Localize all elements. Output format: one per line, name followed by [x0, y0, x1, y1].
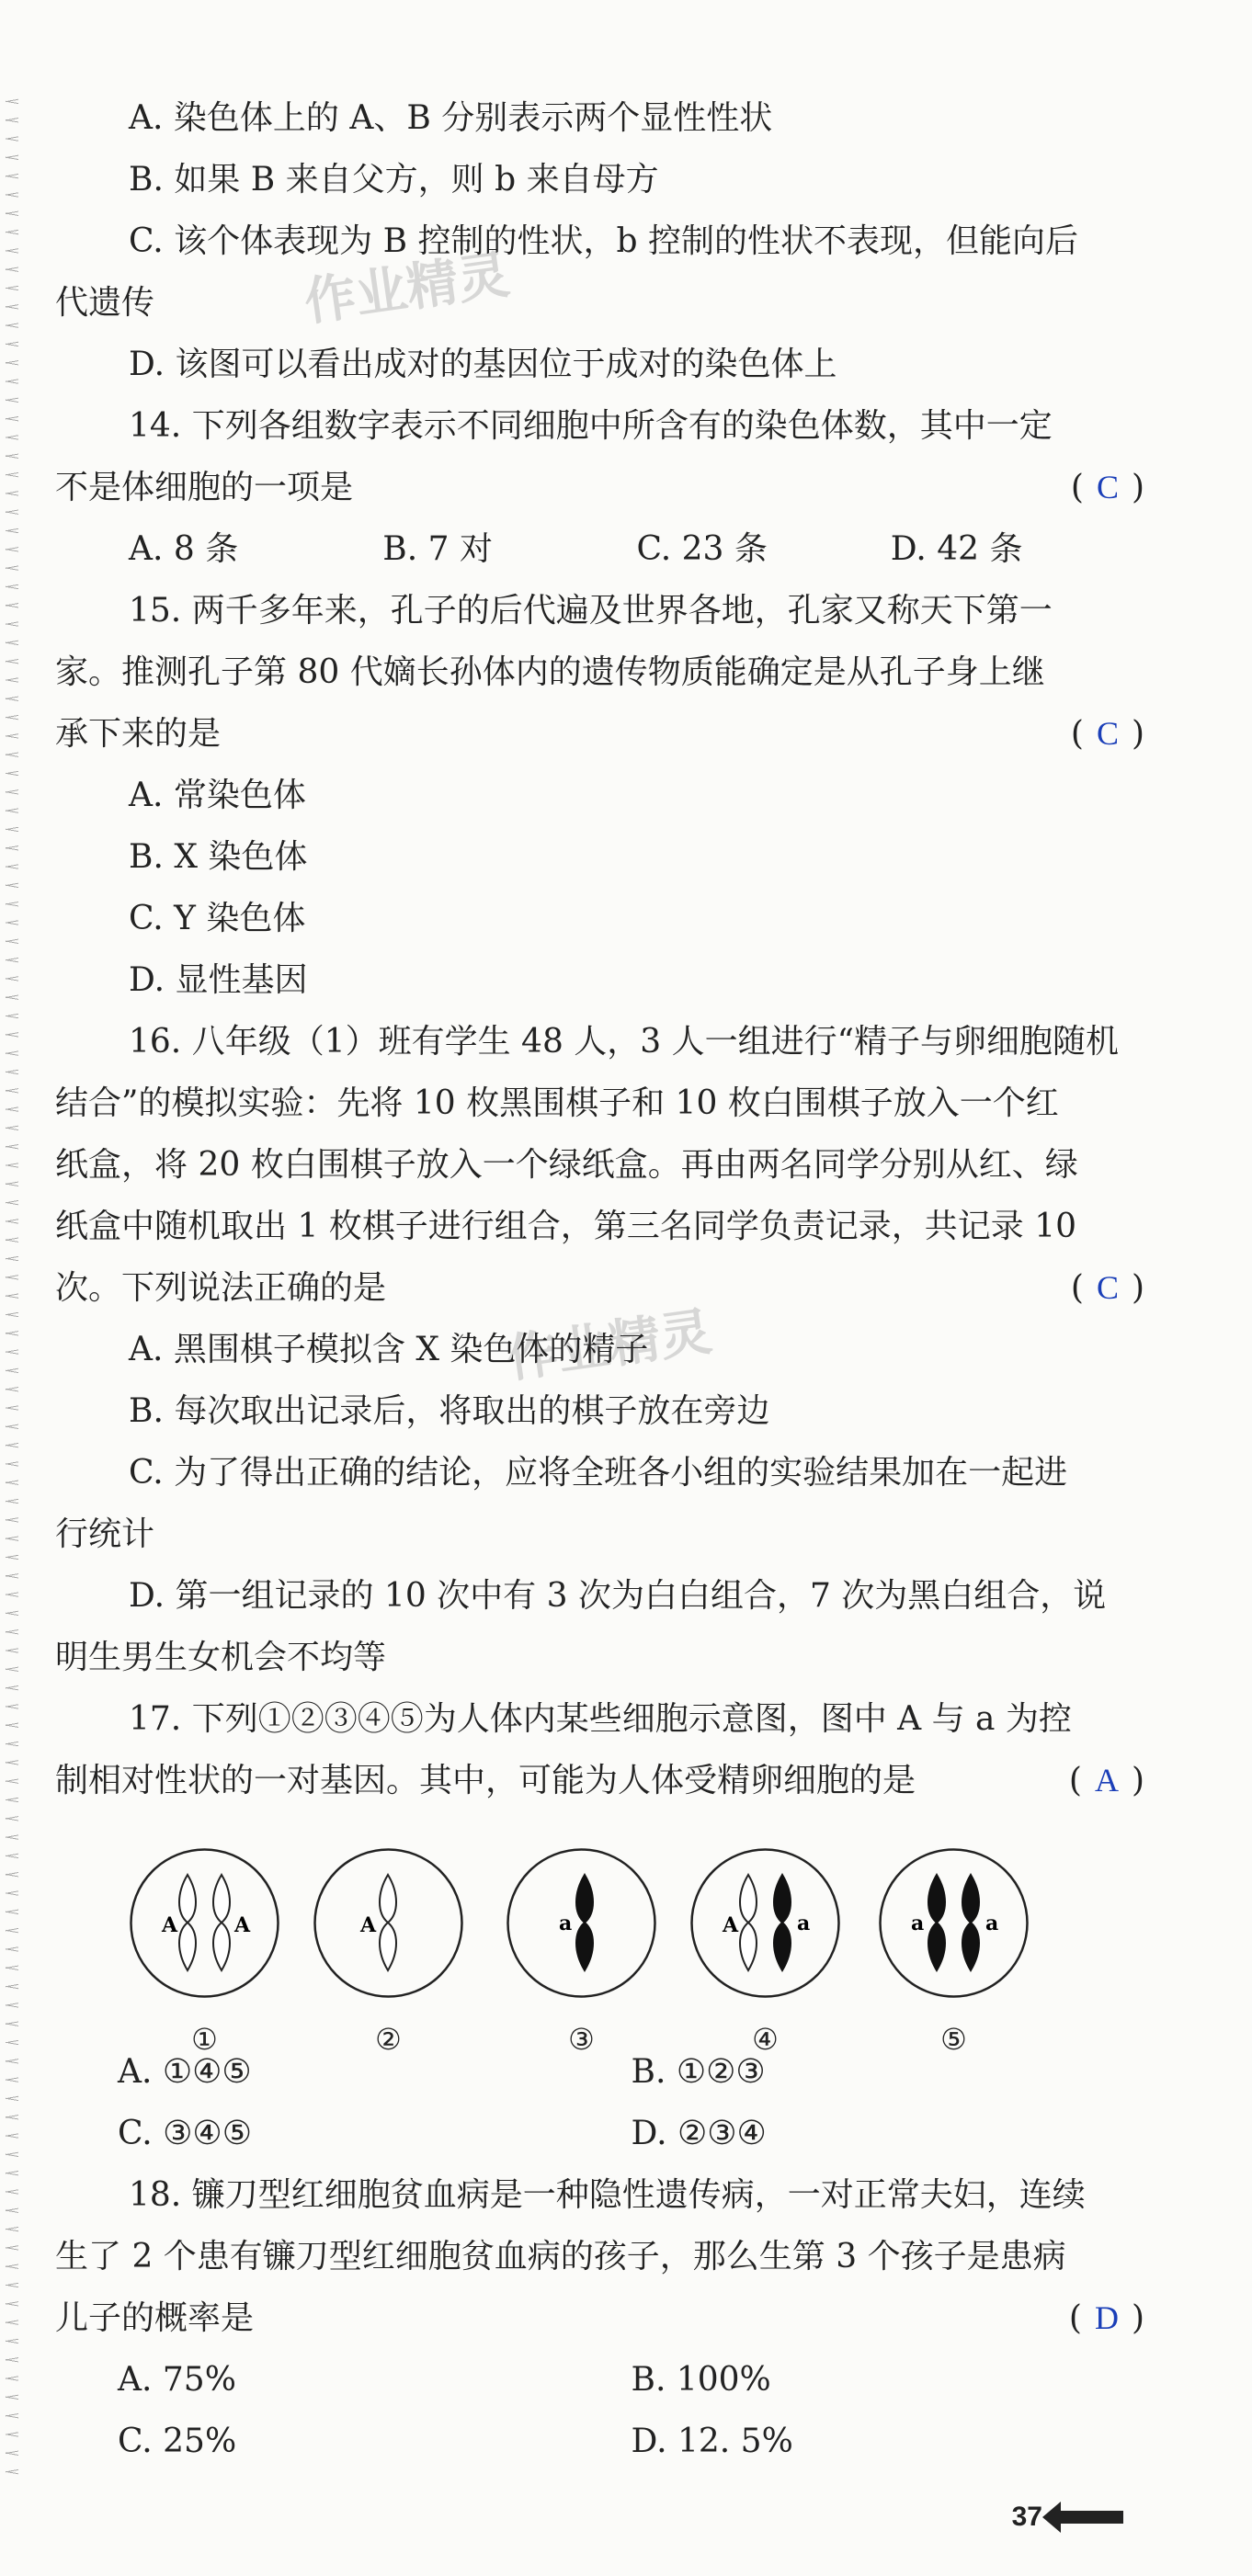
gene-label-upper: A [234, 1913, 251, 1937]
q15-answer-mark: C [1096, 715, 1119, 752]
q16-stem-4: 纸盒中随机取出 1 枚棋子进行组合，第三名同学负责记录，共记录 10 [55, 1208, 1077, 1245]
gene-label-upper: A [360, 1913, 377, 1937]
q13-option-a: A. 染色体上的 A、B 分别表示两个显性性状 [129, 99, 773, 137]
q16-answer: ( C ) [1070, 1269, 1144, 1307]
q18-answer: ( D ) [1068, 2299, 1144, 2337]
cell-label-5: ⑤ [940, 2022, 967, 2057]
q16-option-c-cont: 行统计 [55, 1515, 155, 1553]
gene-label-upper: A [162, 1913, 178, 1937]
page-border-decoration [6, 92, 18, 2481]
cell-diagram-1 [129, 1847, 280, 1999]
q14-stem-cont [55, 457, 1144, 518]
arrow-left-icon [1059, 2511, 1123, 2524]
q17-option-b: B. ①②③ [631, 2053, 766, 2091]
q16-stem-5 [55, 1257, 1144, 1319]
q14-answer-mark: C [1096, 469, 1119, 505]
gene-label-lower: a [911, 1912, 925, 1935]
q16-stem-2: 结合”的模拟实验：先将 10 枚黑围棋子和 10 枚白围棋子放入一个红 [55, 1084, 1059, 1122]
q16-stem: 16. 八年级（1）班有学生 48 人，3 人一组进行“精子与卵细胞随机 [129, 1023, 1120, 1061]
q17-option-c: C. ③④⑤ [118, 2115, 252, 2152]
q18-stem-text: 儿子的概率是 [55, 2299, 255, 2337]
gene-label-lower: a [559, 1912, 573, 1935]
gene-label-lower: a [797, 1912, 811, 1935]
q13-option-d: D. 该图可以看出成对的基因位于成对的染色体上 [129, 346, 837, 383]
q18-options-row1 [55, 2349, 1144, 2411]
q18-stem-3 [55, 2287, 1144, 2349]
q14-answer: ( C ) [1070, 469, 1144, 506]
q15-option-c: C. Y 染色体 [129, 900, 306, 937]
q14-option-c: C. 23 条 [636, 530, 768, 568]
cell-label-2: ② [375, 2022, 402, 2057]
gene-label-lower: a [985, 1912, 999, 1935]
q17-option-a: A. ①④⑤ [118, 2053, 252, 2091]
q16-option-d: D. 第一组记录的 10 次中有 3 次为白白组合，7 次为黑白组合，说 [129, 1577, 1107, 1615]
page-number: 37 [1011, 2502, 1042, 2532]
q18-stem-2: 生了 2 个患有镰刀型红细胞贫血病的孩子，那么生第 3 个孩子是患病 [55, 2238, 1066, 2275]
watermark-middle: 作业精灵 [503, 1301, 716, 1390]
q18-option-d: D. 12. 5% [631, 2423, 793, 2460]
q18-answer-mark: D [1094, 2299, 1119, 2336]
q18-options-row2 [55, 2411, 1144, 2472]
q14-options [55, 518, 1144, 580]
q14-option-d: D. 42 条 [890, 530, 1023, 568]
cell-diagram-4 [689, 1847, 841, 1999]
cell-diagram-3 [506, 1847, 657, 1999]
q14-option-b: B. 7 对 [382, 530, 493, 568]
cell-label-3: ③ [568, 2022, 595, 2057]
q16-option-a: A. 黑围棋子模拟含 X 染色体的精子 [129, 1331, 649, 1368]
q13-option-c: C. 该个体表现为 B 控制的性状，b 控制的性状不表现，但能向后 [129, 222, 1078, 260]
q16-option-d-cont: 明生男生女机会不均等 [55, 1639, 387, 1676]
q16-option-b: B. 每次取出记录后，将取出的棋子放在旁边 [129, 1392, 770, 1430]
q17-stem-text: 制相对性状的一对基因。其中，可能为人体受精卵细胞的是 [55, 1762, 916, 1799]
q16-stem-3: 纸盒，将 20 枚白围棋子放入一个绿纸盒。再由两名同学分别从红、绿 [55, 1146, 1078, 1184]
q16-answer-mark: C [1096, 1269, 1119, 1306]
cell-label-1: ① [191, 2022, 218, 2057]
question-content [55, 87, 1144, 2472]
q15-stem: 15. 两千多年来，孔子的后代遍及世界各地，孔家又称天下第一 [129, 592, 1053, 630]
q16-option-c: C. 为了得出正确的结论，应将全班各小组的实验结果加在一起进 [129, 1454, 1068, 1492]
q15-answer: ( C ) [1070, 715, 1144, 753]
watermark-top: 作业精灵 [301, 244, 514, 334]
q15-stem-3 [55, 703, 1144, 765]
q14-stem: 14. 下列各组数字表示不同细胞中所含有的染色体数，其中一定 [129, 407, 1053, 445]
gene-label-upper: A [723, 1913, 739, 1937]
q18-stem: 18. 镰刀型红细胞贫血病是一种隐性遗传病，一对正常夫妇，连续 [129, 2176, 1086, 2214]
q17-stem: 17. 下列①②③④⑤为人体内某些细胞示意图，图中 A 与 a 为控 [129, 1700, 1072, 1738]
q17-answer: ( A ) [1068, 1762, 1144, 1799]
q15-option-d: D. 显性基因 [129, 961, 308, 999]
q18-option-c: C. 25% [118, 2423, 237, 2460]
q18-option-b: B. 100% [631, 2361, 771, 2399]
q16-stem-text: 次。下列说法正确的是 [55, 1269, 387, 1307]
q15-stem-text: 承下来的是 [55, 715, 222, 753]
q17-option-d: D. ②③④ [631, 2115, 767, 2152]
q15-stem-2: 家。推测孔子第 80 代嫡长孙体内的遗传物质能确定是从孔子身上继 [55, 653, 1045, 691]
q15-option-a: A. 常染色体 [129, 777, 306, 814]
q17-answer-mark: A [1094, 1762, 1119, 1799]
q13-option-b: B. 如果 B 来自父方，则 b 来自母方 [129, 161, 659, 199]
q13-option-c-cont: 代遗传 [55, 284, 155, 322]
q18-option-a: A. 75% [118, 2361, 236, 2399]
cell-diagram-2 [313, 1847, 464, 1999]
q17-cell-diagrams [129, 1847, 1048, 2057]
q15-option-b: B. X 染色体 [129, 838, 308, 876]
cell-label-4: ④ [752, 2022, 779, 2057]
q17-stem-2 [55, 1750, 1144, 1811]
cell-diagram-5 [878, 1847, 1030, 1999]
q17-options-row2 [55, 2103, 1144, 2164]
page-footer [1012, 2502, 1123, 2533]
q14-stem-text: 不是体细胞的一项是 [55, 469, 354, 506]
q14-option-a: A. 8 条 [129, 530, 239, 568]
